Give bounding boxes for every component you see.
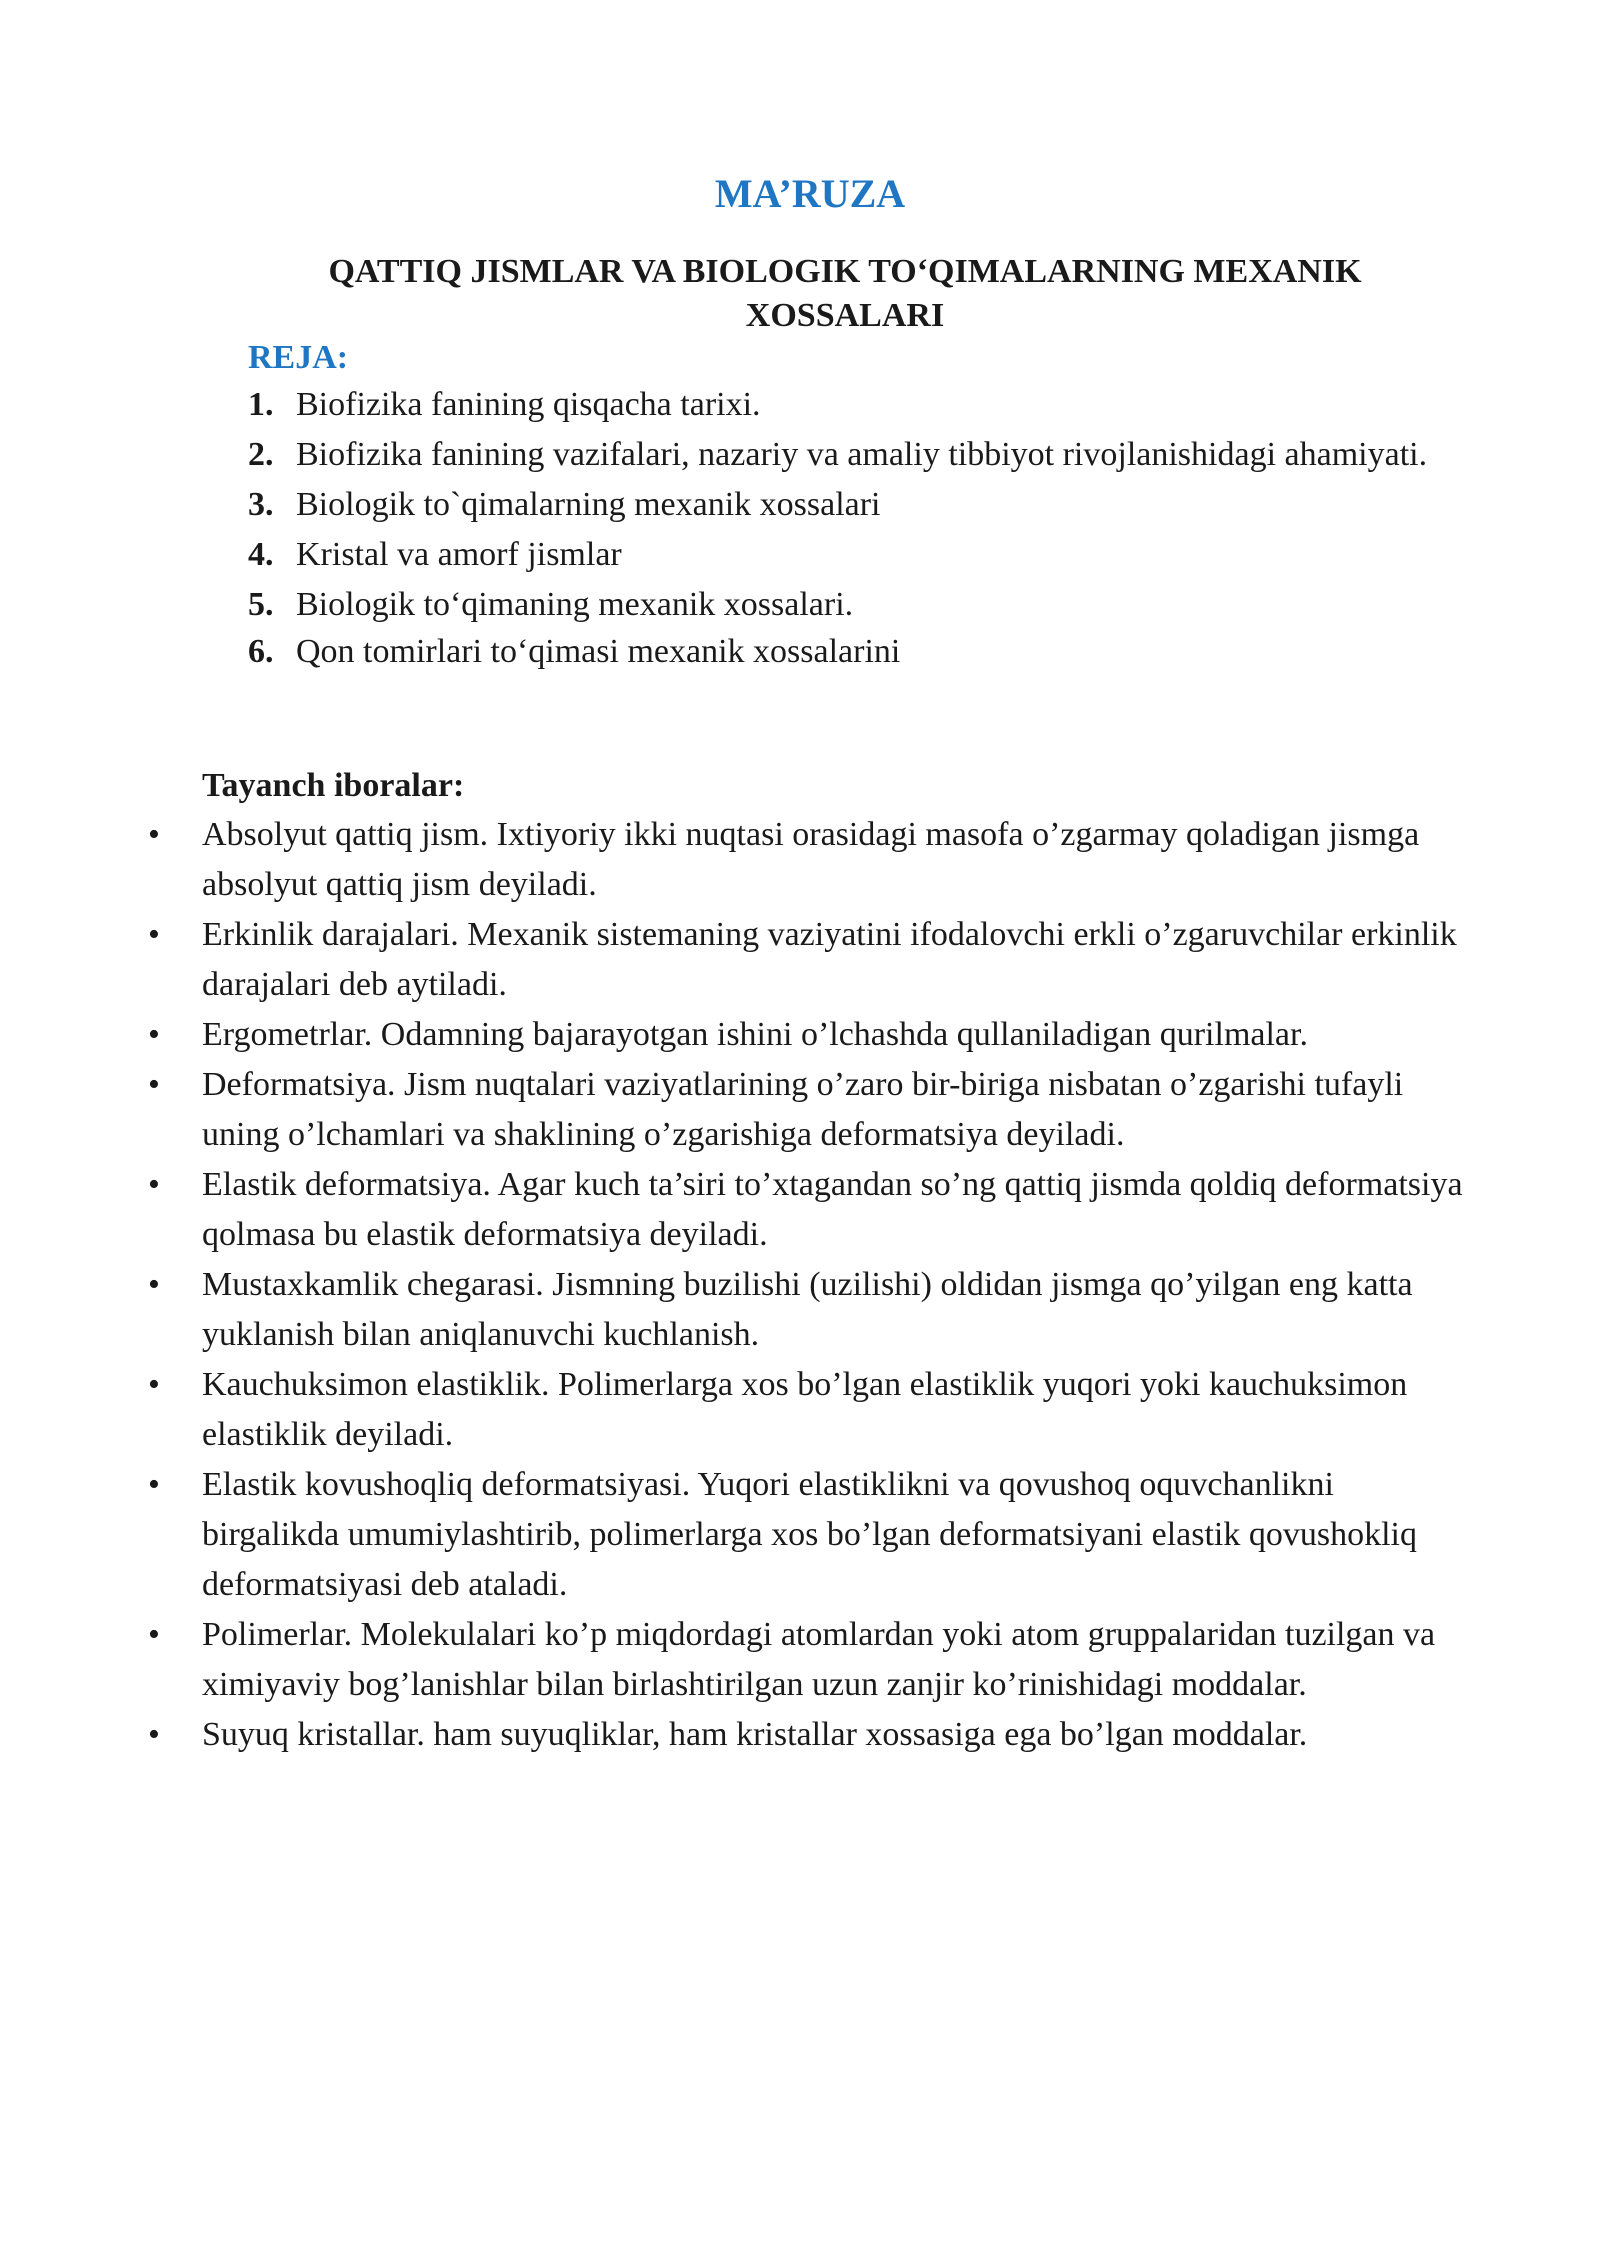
term-item [148,1060,1468,1160]
bullet-icon: • [148,1466,160,1503]
term-text: Elastik deformatsiya. Agar kuch ta’siri to’xtagandan so’ng qattiq jismda qoldiq deformatsiya qolmasa bu elastik deformatsiya deyiladi. [202,1166,1463,1253]
plan-item [248,530,1448,580]
plan-list [248,380,1448,674]
plan-item [248,630,1448,674]
plan-item-number: 6. [248,633,274,670]
plan-item-number: 1. [248,386,274,423]
term-text: Suyuq kristallar. ham suyuqliklar, ham kristallar xossasiga ega bo’lgan moddalar. [202,1716,1308,1753]
plan-item [248,580,1448,630]
plan-item-number: 4. [248,536,274,573]
term-text: Kauchuksimon elastiklik. Polimerlarga xos bo’lgan elastiklik yuqori yoki kauchuksimon elastiklik deyiladi. [202,1366,1408,1453]
bullet-icon: • [148,916,160,953]
plan-item [248,380,1448,430]
term-item [148,1610,1468,1710]
terms-list [148,810,1468,1760]
term-item [148,1460,1468,1610]
bullet-icon: • [148,1166,160,1203]
bullet-icon: • [148,1066,160,1103]
term-text: Deformatsiya. Jism nuqtalari vaziyatlarining o’zaro bir-biriga nisbatan o’zgarishi tufayli uning o’lchamlari va shaklining o’zgarishiga deformatsiya deyiladi. [202,1066,1404,1153]
term-item [148,910,1468,1010]
plan-item-number: 5. [248,586,274,623]
plan-item [248,430,1448,480]
term-text: Ergometrlar. Odamning bajarayotgan ishini o’lchashda qullaniladigan qurilmalar. [202,1016,1308,1053]
term-item [148,1360,1468,1460]
main-heading: MA’RUZA [714,171,906,216]
term-item [148,1010,1468,1060]
term-text: Erkinlik darajalari. Mexanik sistemaning vaziyatini ifodalovchi erkli o’zgaruvchilar erkinlik darajalari deb aytiladi. [202,916,1457,1003]
term-item [148,1160,1468,1260]
bullet-icon: • [148,816,160,853]
plan-item-number: 3. [248,486,274,523]
bullet-icon: • [148,1716,160,1753]
terms-heading: Tayanch iboralar: [202,767,465,804]
document-title: QATTIQ JISMLAR VA BIOLOGIK TO‘QIMALARNING MEXANIK XOSSALARI [328,253,1362,334]
plan-item-text: Biofizika fanining vazifalari, nazariy va amaliy tibbiyot rivojlanishidagi ahamiyati. [296,436,1428,473]
term-item [148,810,1468,910]
bullet-icon: • [148,1366,160,1403]
plan-item [248,480,1448,530]
plan-item-text: Biologik to‘qimaning mexanik xossalari. [296,586,854,623]
term-text: Mustaxkamlik chegarasi. Jismning buzilishi (uzilishi) oldidan jismga qo’yilgan eng katta yuklanish bilan aniqlanuvchi kuchlanish. [202,1266,1413,1353]
plan-item-number: 2. [248,436,274,473]
term-text: Absolyut qattiq jism. Ixtiyoriy ikki nuqtasi orasidagi masofa o’zgarmay qoladigan jismga absolyut qattiq jism deyiladi. [202,816,1420,903]
term-text: Polimerlar. Molekulalari ko’p miqdordagi atomlardan yoki atom gruppalaridan tuzilgan va ximiyaviy bog’lanishlar bilan birlashtirilgan uzun zanjir ko’rinishidagi moddalar. [202,1616,1436,1703]
bullet-icon: • [148,1616,160,1653]
bullet-icon: • [148,1266,160,1303]
plan-item-text: Biofizika fanining qisqacha tarixi. [296,386,761,423]
plan-heading: REJA: [248,339,349,376]
term-item [148,1260,1468,1360]
plan-item-text: Biologik to`qimalarning mexanik xossalari [296,486,881,523]
plan-item-text: Qon tomirlari to‘qimasi mexanik xossalarini [296,633,901,670]
plan-item-text: Kristal va amorf jismlar [296,536,622,573]
term-text: Elastik kovushoqliq deformatsiyasi. Yuqori elastiklikni va qovushoq oquvchanlikni birgalikda umumiylashtirib, polimerlarga xos bo’lgan deformatsiyani elastik qovushokliq deformatsiyasi deb ataladi. [202,1466,1417,1603]
bullet-icon: • [148,1016,160,1053]
term-item [148,1710,1468,1760]
